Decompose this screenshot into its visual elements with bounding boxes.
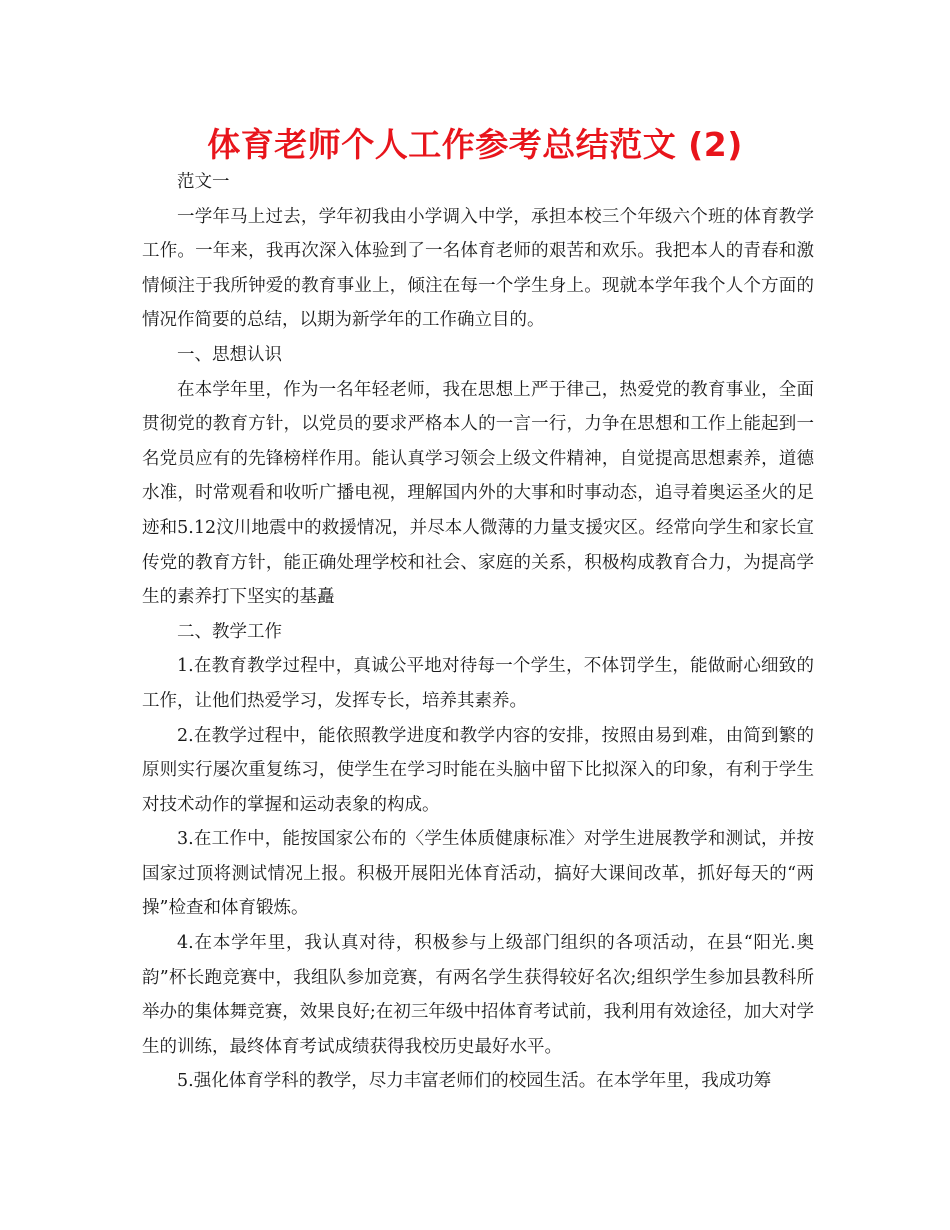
paragraph-sample-label: 范文一 — [177, 172, 230, 192]
document-title: 体育老师个人工作参考总结范文 (2) — [207, 125, 743, 164]
paragraph-teaching-2: 2.在教学过程中，能依照教学进度和教学内容的安排，按照由易到难，由简到繁的原则实行屡次重复练习，使学生在学习时能在头脑中留下比拟深入的印象，有利于学生对技术动作的掌握和运动表象的构成。 — [142, 725, 814, 815]
paragraph-teaching-5: 5.强化体育学科的教学，尽力丰富老师们的校园生活。在本学年里，我成功筹 — [177, 1071, 772, 1092]
section-heading-thought: 一、思想认识 — [177, 344, 282, 365]
section-heading-teaching: 二、教学工作 — [177, 621, 282, 642]
paragraph-teaching-1: 1.在教育教学过程中，真诚公平地对待每一个学生，不体罚学生，能做耐心细致的工作，让他们热爱学习，发挥专长，培养其素养。 — [142, 656, 814, 711]
paragraph-intro: 一学年马上过去，学年初我由小学调入中学，承担本校三个年级六个班的体育教学工作。一年来，我再次深入体验到了一名体育老师的艰苦和欢乐。我把本人的青春和激情倾注于我所钟爱的教育事业上，倾注在每一个学生身上。现就本学年我个人个方面的情况作简要的总结，以期为新学年的工作确立目的。 — [142, 206, 814, 331]
paragraph-teaching-4: 4.在本学年里，我认真对待，积极参与上级部门组织的各项活动，在县“阳光.奥韵”杯长跑竞赛中，我组队参加竞赛，有两名学生获得较好名次;组织学生参加县教科所举办的集体舞竞赛，效果良好;在初三年级中招体育考试前，我利用有效途径，加大对学生的训练，最终体育考试成绩获得我校历史最好水平。 — [142, 933, 814, 1057]
paragraph-teaching-3: 3.在工作中，能按国家公布的〈学生体质健康标准〉对学生进展教学和测试，并按国家过顶将测试情况上报。积极开展阳光体育活动，搞好大课间改革，抓好每天的“两操”检查和体育锻炼。 — [142, 829, 814, 919]
document-body — [142, 165, 814, 1099]
paragraph-thought: 在本学年里，作为一名年轻老师，我在思想上严于律己，热爱党的教育事业，全面贯彻党的教育方针，以党员的要求严格本人的一言一行，力争在思想和工作上能起到一名党员应有的先锋榜样作用。能认真学习领会上级文件精神，自觉提高思想素养，道德水准，时常观看和收听广播电视，理解国内外的大事和时事动态，追寻着奥运圣火的足迹和5.12汶川地震中的救援情况，并尽本人微薄的力量支援灾区。经常向学生和家长宣传党的教育方针，能正确处理学校和社会、家庭的关系，积极构成教育合力，为提高学生的素养打下坚实的基矗 — [142, 379, 814, 608]
